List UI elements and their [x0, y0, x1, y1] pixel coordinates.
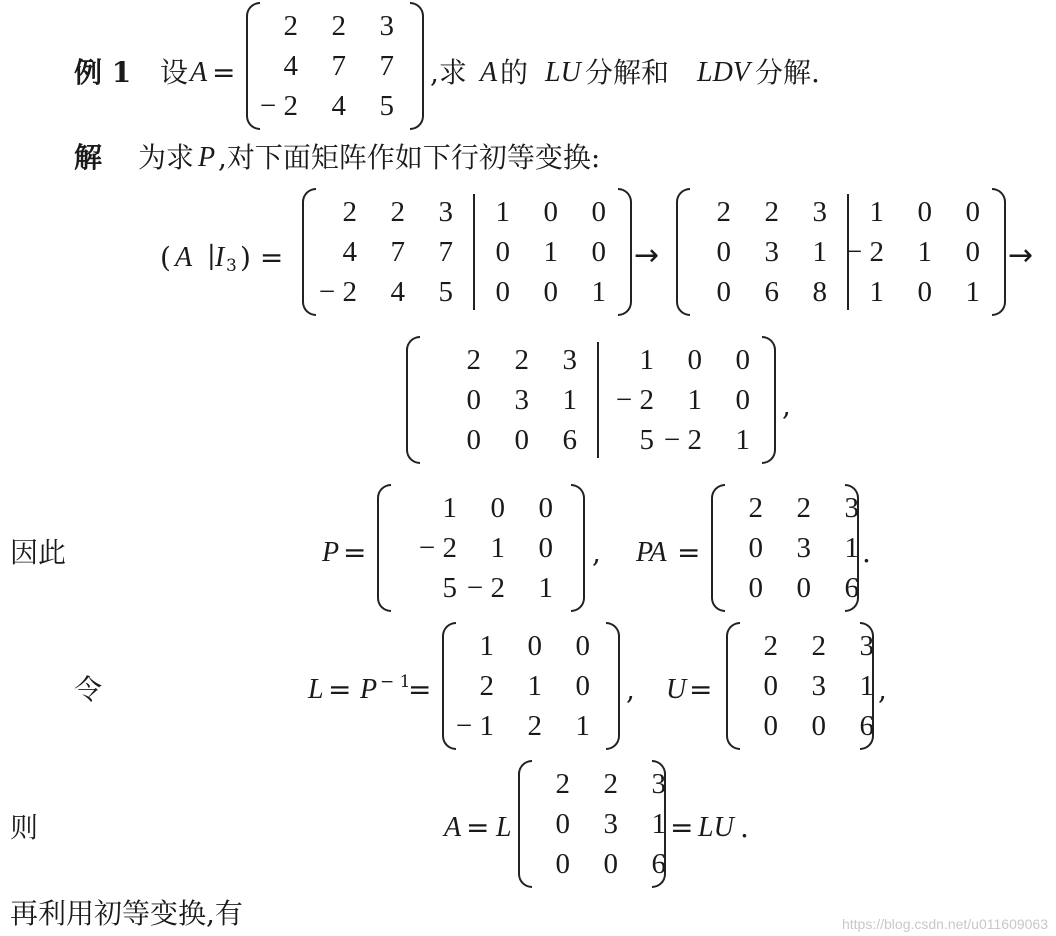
- therefore-symbol-P: P: [322, 537, 340, 568]
- left-cell: 3: [796, 532, 811, 564]
- left-cell: 3: [603, 808, 618, 840]
- right-cell: 1: [687, 384, 702, 416]
- left-cell: 6: [844, 572, 859, 604]
- left-cell: 7: [331, 50, 346, 82]
- symbol-P-inv: P: [360, 674, 378, 705]
- left-cell: 3: [438, 196, 453, 228]
- decompose-and-text: 分解和: [585, 56, 670, 89]
- left-cell: 6: [562, 424, 577, 456]
- left-cell: − 1: [455, 710, 494, 742]
- left-cell: 6: [764, 276, 779, 308]
- left-cell: − 2: [259, 90, 298, 122]
- decompose-end-text: 分解.: [755, 56, 820, 89]
- left-cell: 0: [555, 808, 570, 840]
- left-cell: 1: [442, 492, 457, 524]
- right-cell: 0: [965, 236, 980, 268]
- aug-subscript: 3: [226, 256, 237, 276]
- therefore-eq2: =: [677, 536, 701, 569]
- right-cell: − 2: [845, 236, 884, 268]
- right-cell: 0: [965, 196, 980, 228]
- right-cell: 5: [639, 424, 654, 456]
- symbol-A-2: A: [480, 57, 498, 88]
- left-cell: 3: [379, 10, 394, 42]
- left-cell: 1: [538, 572, 553, 604]
- left-cell: 1: [527, 670, 542, 702]
- left-cell: 3: [764, 236, 779, 268]
- arrow-2: →: [1008, 238, 1034, 273]
- left-cell: 0: [538, 492, 553, 524]
- let-eq2: =: [408, 673, 432, 706]
- matrix-P: [377, 484, 585, 612]
- right-cell: 0: [735, 344, 750, 376]
- left-cell: 1: [479, 630, 494, 662]
- augment-separator: [473, 194, 475, 310]
- symbol-A: A: [190, 57, 208, 88]
- symbol-U: U: [666, 674, 687, 705]
- left-cell: 0: [748, 532, 763, 564]
- aug-symbol-I: I: [215, 242, 225, 273]
- right-cell: 1: [917, 236, 932, 268]
- left-cell: 2: [716, 196, 731, 228]
- matrix-L: [442, 622, 620, 750]
- therefore-label: 因此: [10, 536, 67, 569]
- left-cell: 1: [562, 384, 577, 416]
- left-cell: 3: [651, 768, 666, 800]
- symbol-LDV: LDV: [697, 57, 750, 88]
- bracket-right: [606, 622, 620, 750]
- left-cell: 0: [466, 424, 481, 456]
- equals-sign: =: [212, 56, 236, 89]
- left-cell: 6: [651, 848, 666, 880]
- left-cell: 3: [562, 344, 577, 376]
- bracket-left: [676, 188, 690, 316]
- left-cell: 2: [796, 492, 811, 524]
- left-cell: 1: [490, 532, 505, 564]
- then-symbol-LU: LU: [698, 812, 734, 843]
- right-cell: 1: [639, 344, 654, 376]
- bracket-right: [762, 336, 776, 464]
- left-cell: 2: [811, 630, 826, 662]
- left-cell: 3: [514, 384, 529, 416]
- aug-open-paren: (: [160, 241, 171, 274]
- let-eq: =: [328, 673, 352, 706]
- then-eq: =: [466, 811, 490, 844]
- let-eq3: =: [689, 673, 713, 706]
- left-cell: 6: [859, 710, 874, 742]
- ask-text: ,求: [430, 56, 467, 89]
- left-cell: 8: [812, 276, 827, 308]
- left-cell: 5: [379, 90, 394, 122]
- bracket-left: [518, 760, 532, 888]
- left-cell: 1: [844, 532, 859, 564]
- symbol-L: L: [308, 674, 324, 705]
- then-symbol-A: A: [444, 812, 462, 843]
- right-cell: 0: [495, 276, 510, 308]
- left-cell: 0: [538, 532, 553, 564]
- left-cell: 4: [390, 276, 405, 308]
- therefore-eq: =: [343, 536, 367, 569]
- left-cell: 0: [466, 384, 481, 416]
- therefore-sep: ,: [592, 536, 601, 569]
- right-cell: − 2: [663, 424, 702, 456]
- aug-matrix-2: [676, 188, 1006, 316]
- left-cell: 4: [331, 90, 346, 122]
- left-cell: 1: [812, 236, 827, 268]
- right-cell: 0: [591, 236, 606, 268]
- arrow-1: →: [634, 238, 660, 273]
- aug-matrix-3: [406, 336, 776, 464]
- bracket-left: [377, 484, 391, 612]
- left-cell: − 2: [466, 572, 505, 604]
- bracket-right: [618, 188, 632, 316]
- bracket-right: [410, 2, 424, 130]
- let-end: ,: [878, 673, 887, 706]
- left-cell: 3: [812, 196, 827, 228]
- right-cell: 0: [495, 236, 510, 268]
- let-sep: ,: [626, 673, 635, 706]
- then-symbol-L: L: [496, 812, 512, 843]
- left-cell: 2: [763, 630, 778, 662]
- bracket-left: [711, 484, 725, 612]
- matrix-PA: [711, 484, 859, 612]
- left-cell: 5: [438, 276, 453, 308]
- example-label: 例 1: [74, 56, 132, 89]
- left-cell: 0: [763, 710, 778, 742]
- bracket-right: [571, 484, 585, 612]
- augment-separator: [597, 342, 599, 458]
- symbol-LU: LU: [545, 57, 581, 88]
- next-text: 再利用初等变换,有: [10, 897, 243, 930]
- symbol-PA: PA: [636, 537, 667, 568]
- left-cell: 2: [390, 196, 405, 228]
- left-cell: 2: [514, 344, 529, 376]
- then-eq2: =: [670, 811, 694, 844]
- left-cell: 7: [390, 236, 405, 268]
- left-cell: 0: [716, 276, 731, 308]
- right-cell: 1: [965, 276, 980, 308]
- watermark: https://blog.csdn.net/u011609063: [841, 916, 1048, 932]
- aug-matrix-1: [302, 188, 632, 316]
- left-cell: 2: [342, 196, 357, 228]
- left-cell: 3: [859, 630, 874, 662]
- right-cell: 0: [735, 384, 750, 416]
- right-cell: 1: [735, 424, 750, 456]
- right-cell: 0: [687, 344, 702, 376]
- left-cell: 4: [342, 236, 357, 268]
- right-cell: 1: [495, 196, 510, 228]
- left-cell: 0: [763, 670, 778, 702]
- symbol-P: P: [198, 142, 216, 173]
- matrix-U: [726, 622, 874, 750]
- left-cell: 2: [527, 710, 542, 742]
- solution-text-post: ,对下面矩阵作如下行初等变换:: [218, 141, 601, 174]
- right-cell: 0: [543, 276, 558, 308]
- right-cell: 0: [917, 276, 932, 308]
- left-cell: 0: [748, 572, 763, 604]
- left-cell: 2: [555, 768, 570, 800]
- de-text: 的: [500, 56, 529, 89]
- then-label: 则: [10, 811, 39, 844]
- aug-bar: |: [207, 241, 216, 271]
- left-cell: 1: [651, 808, 666, 840]
- bracket-right: [992, 188, 1006, 316]
- left-cell: 0: [555, 848, 570, 880]
- right-cell: 0: [917, 196, 932, 228]
- left-cell: 2: [466, 344, 481, 376]
- left-cell: − 2: [318, 276, 357, 308]
- left-cell: 1: [575, 710, 590, 742]
- left-cell: 2: [479, 670, 494, 702]
- left-cell: 0: [575, 630, 590, 662]
- left-cell: 0: [603, 848, 618, 880]
- left-cell: 2: [331, 10, 346, 42]
- bracket-left: [726, 622, 740, 750]
- left-cell: 0: [575, 670, 590, 702]
- solution-text-pre: 为求: [138, 141, 195, 174]
- left-cell: 7: [438, 236, 453, 268]
- right-cell: 1: [869, 196, 884, 228]
- bracket-left: [406, 336, 420, 464]
- comma-aug: ,: [782, 389, 791, 422]
- left-cell: 2: [603, 768, 618, 800]
- left-cell: 1: [859, 670, 874, 702]
- right-cell: 1: [591, 276, 606, 308]
- left-cell: 0: [514, 424, 529, 456]
- left-cell: 0: [796, 572, 811, 604]
- left-cell: 2: [283, 10, 298, 42]
- left-cell: 0: [811, 710, 826, 742]
- therefore-end: .: [862, 536, 871, 569]
- solution-label: 解: [74, 141, 103, 174]
- aug-close-eq: ) =: [240, 241, 284, 274]
- left-cell: − 2: [418, 532, 457, 564]
- left-cell: 4: [283, 50, 298, 82]
- right-cell: 1: [869, 276, 884, 308]
- left-cell: 0: [716, 236, 731, 268]
- left-cell: 0: [527, 630, 542, 662]
- left-cell: 7: [379, 50, 394, 82]
- left-cell: 3: [844, 492, 859, 524]
- left-cell: 0: [490, 492, 505, 524]
- right-cell: 0: [543, 196, 558, 228]
- left-cell: 3: [811, 670, 826, 702]
- inverse-superscript: − 1: [380, 672, 411, 692]
- then-end: .: [740, 811, 749, 844]
- left-cell: 2: [764, 196, 779, 228]
- aug-symbol-A: A: [175, 242, 193, 273]
- right-cell: 0: [591, 196, 606, 228]
- let-text: 设: [160, 56, 189, 89]
- matrix-U-product: [518, 760, 666, 888]
- right-cell: − 2: [615, 384, 654, 416]
- matrix-A: [246, 2, 424, 130]
- left-cell: 5: [442, 572, 457, 604]
- right-cell: 1: [543, 236, 558, 268]
- let-label: 令: [74, 673, 103, 706]
- left-cell: 2: [748, 492, 763, 524]
